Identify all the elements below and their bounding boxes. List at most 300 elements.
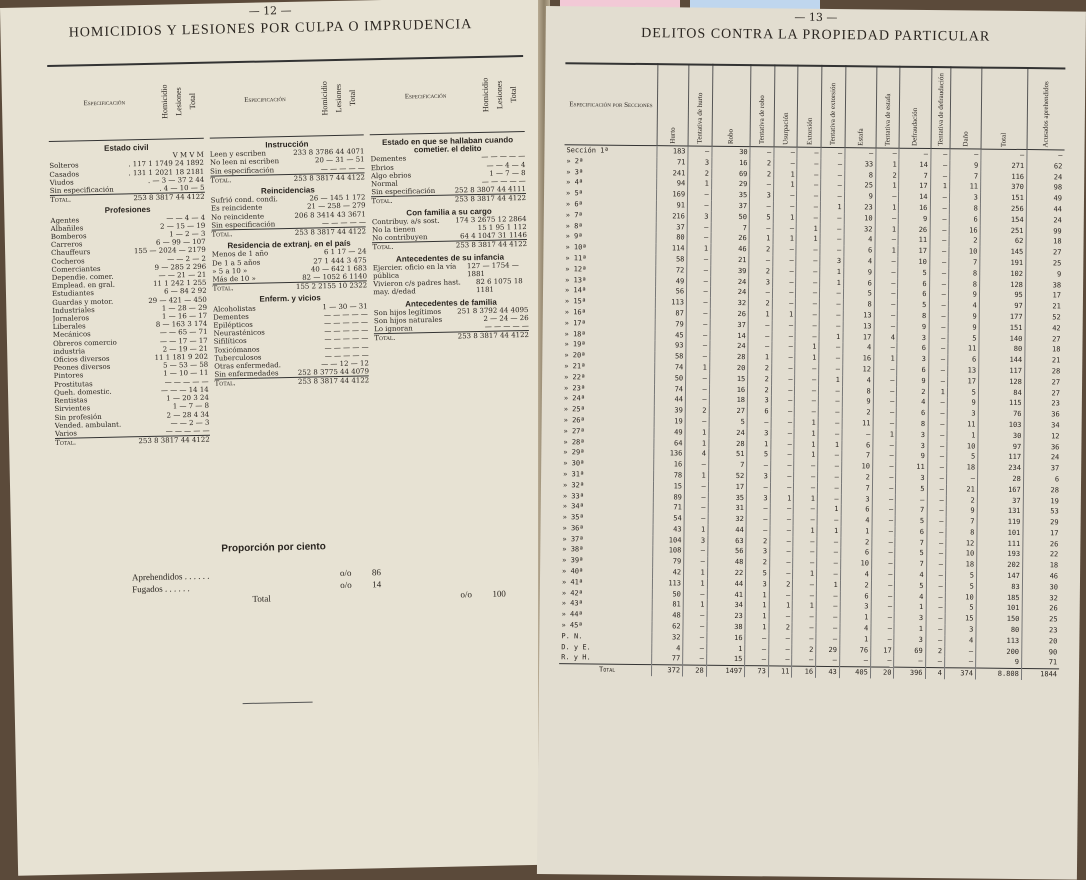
row-label: Sin especificación bbox=[371, 187, 436, 197]
cell: — bbox=[685, 395, 709, 406]
cell: 101 bbox=[976, 603, 1022, 614]
cell: — bbox=[894, 656, 925, 668]
cell: — bbox=[770, 471, 794, 482]
cell: — bbox=[819, 353, 843, 364]
column-header: Tentativa de defraudación bbox=[931, 67, 951, 149]
cell: 95 bbox=[979, 290, 1025, 301]
cell: 10 bbox=[947, 441, 978, 452]
cell: 31 bbox=[708, 503, 747, 514]
row-values: — — 4 — 4 bbox=[166, 213, 206, 223]
row-label: » 40ª bbox=[562, 567, 584, 576]
cell: — bbox=[820, 234, 844, 245]
cell: 1 bbox=[794, 493, 818, 504]
row-label: » 10ª bbox=[565, 243, 587, 252]
cell: 5 bbox=[843, 288, 874, 299]
cell: 6 bbox=[898, 289, 929, 300]
cell: 7 bbox=[949, 257, 980, 268]
cell: 12 bbox=[842, 364, 873, 375]
cell: — bbox=[749, 255, 773, 266]
cell: 2 bbox=[746, 557, 770, 568]
cell: 14 bbox=[899, 160, 930, 171]
cell: 11 bbox=[842, 418, 873, 429]
cell: — bbox=[797, 202, 821, 213]
cell: 2 bbox=[750, 158, 774, 169]
cell: — bbox=[816, 623, 840, 634]
row-label: Leen y escriben bbox=[209, 149, 267, 159]
cell: 4 bbox=[844, 235, 875, 246]
cell: 3 bbox=[746, 579, 770, 590]
cell: 2 bbox=[840, 580, 871, 591]
cell: 18 bbox=[1025, 344, 1063, 355]
cell: — bbox=[872, 494, 896, 505]
row-label: Sufrió cond. condi. bbox=[210, 195, 278, 205]
total-label: Total bbox=[559, 664, 652, 676]
cell: 2 bbox=[841, 472, 872, 483]
row-label: Bomberos bbox=[50, 232, 87, 242]
cell: — bbox=[821, 180, 845, 191]
row-values: 155 — 2024 — 2179 bbox=[133, 246, 206, 256]
total-label: Total. bbox=[372, 243, 394, 252]
cell: 5 bbox=[945, 570, 976, 581]
row-label: Neurasténicos bbox=[213, 328, 265, 338]
cell: — bbox=[686, 352, 710, 363]
cell: 9 bbox=[898, 321, 929, 332]
cell: 46 bbox=[1022, 571, 1060, 582]
row-label: Emplead. en gral. bbox=[51, 280, 115, 291]
cell: — bbox=[686, 308, 710, 319]
row-label: Ejercier. oficio en la vía pública bbox=[372, 262, 457, 281]
row-label: Vended. ambulant. bbox=[54, 420, 122, 430]
row-label: Menos de 1 año bbox=[211, 249, 269, 260]
cell: — bbox=[930, 235, 949, 246]
cell: — bbox=[795, 374, 819, 385]
row-label: » 13ª bbox=[565, 275, 587, 284]
cell: 45 bbox=[655, 330, 686, 341]
row-values: 9 — 285 2 296 bbox=[154, 262, 207, 272]
cell: — bbox=[745, 655, 769, 667]
cell: 69 bbox=[711, 168, 750, 179]
row-label: Queh. domestic. bbox=[53, 387, 112, 397]
cell: 10 bbox=[898, 257, 929, 268]
cell: — bbox=[821, 147, 845, 159]
cell: — bbox=[930, 192, 949, 203]
cell: — bbox=[683, 622, 707, 633]
cell: 24 bbox=[1026, 215, 1064, 226]
cell: 25 bbox=[844, 181, 875, 192]
cell: 10 bbox=[841, 461, 872, 472]
cell: — bbox=[769, 644, 793, 655]
cell: — bbox=[928, 397, 947, 408]
cell: 7 bbox=[708, 460, 747, 471]
cell: 5 bbox=[746, 568, 770, 579]
cell: 1 bbox=[684, 568, 708, 579]
row-values: 174 3 2675 12 2864 bbox=[455, 214, 527, 225]
cell: 6 bbox=[897, 365, 928, 376]
cell: 1 bbox=[894, 624, 925, 635]
row-label: No contribuyen bbox=[372, 233, 428, 243]
cell: 1 bbox=[795, 353, 819, 364]
cell: 1 bbox=[840, 612, 871, 623]
cell: — bbox=[872, 462, 896, 473]
cell: 26 bbox=[711, 233, 750, 244]
cell: — bbox=[899, 148, 930, 160]
cell: 62 bbox=[980, 236, 1026, 247]
cell: 3 bbox=[747, 395, 771, 406]
cell: — bbox=[771, 450, 795, 461]
cell: 23 bbox=[1022, 625, 1060, 636]
cell: — bbox=[928, 354, 947, 365]
row-values: 6 1 17 — 24 bbox=[323, 247, 367, 257]
cell: — bbox=[684, 481, 708, 492]
cell: — bbox=[819, 310, 843, 321]
cell: 42 bbox=[1025, 323, 1063, 334]
cell: 9 bbox=[948, 311, 979, 322]
cell: 2 bbox=[792, 644, 816, 655]
cell: 8 bbox=[948, 279, 979, 290]
cell: 79 bbox=[655, 319, 686, 330]
cell: 1 bbox=[930, 181, 949, 192]
cell: — bbox=[793, 536, 817, 547]
cell: — bbox=[688, 190, 712, 201]
page-title: HOMICIDIOS Y LESIONES POR CULPA O IMPRUDENCIA bbox=[68, 17, 473, 41]
column-header: Especificación por Secciones bbox=[569, 100, 653, 110]
cell: 1 bbox=[820, 267, 844, 278]
cell: 71 bbox=[653, 502, 684, 513]
cell: 4 bbox=[843, 342, 874, 353]
row-label: Sin profesión bbox=[54, 412, 102, 422]
cell: 200 bbox=[976, 646, 1022, 657]
cell: 119 bbox=[977, 517, 1023, 528]
cell: 97 bbox=[978, 441, 1024, 452]
cell: 1 bbox=[819, 375, 843, 386]
cell: 4 bbox=[895, 570, 926, 581]
cell: 21 bbox=[710, 255, 749, 266]
cell: 1 bbox=[685, 438, 709, 449]
cell: 34 bbox=[707, 600, 746, 611]
row-values: — — — — — bbox=[481, 152, 526, 162]
column-header: Extorsión bbox=[797, 66, 821, 148]
cell: 7 bbox=[896, 505, 927, 516]
cell: 37 bbox=[711, 201, 750, 212]
cell: — bbox=[946, 473, 977, 484]
row-label: Pintores bbox=[53, 371, 84, 381]
cell: — bbox=[926, 538, 945, 549]
total-values: 253 8 3817 44 4122 bbox=[457, 331, 530, 341]
cell: 2 bbox=[842, 407, 873, 418]
cell: 2 bbox=[875, 170, 899, 181]
cell: 10 bbox=[840, 558, 871, 569]
cell: 1 bbox=[816, 580, 840, 591]
row-label: » 31ª bbox=[563, 470, 585, 479]
cell: — bbox=[748, 331, 772, 342]
cell: — bbox=[929, 246, 948, 257]
cell: 145 bbox=[980, 247, 1026, 258]
cell: 58 bbox=[656, 254, 687, 265]
cell: — bbox=[926, 581, 945, 592]
cell: 4 bbox=[840, 623, 871, 634]
section-title: Estado en que se hallaban cuando cometier. el delito bbox=[381, 135, 514, 155]
cell: 4 bbox=[948, 300, 979, 311]
total-cell: 73 bbox=[745, 666, 769, 678]
cell: 3 bbox=[750, 190, 774, 201]
cell: 10 bbox=[946, 549, 977, 560]
cell: 38 bbox=[707, 622, 746, 633]
cell: 8 bbox=[949, 268, 980, 279]
cell: — bbox=[687, 276, 711, 287]
cell: 93 bbox=[655, 341, 686, 352]
cell: — bbox=[875, 192, 899, 203]
row-label: » 2ª bbox=[566, 157, 584, 166]
cell: 38 bbox=[1025, 280, 1063, 291]
cell: 28 bbox=[977, 473, 1023, 484]
cell: 16 bbox=[707, 633, 746, 644]
row-label: » 42ª bbox=[561, 588, 583, 598]
cell: 9 bbox=[897, 375, 928, 386]
divider-rule bbox=[243, 702, 313, 704]
row-label: Viudos bbox=[49, 178, 74, 187]
cell: — bbox=[928, 333, 947, 344]
cell: 6 bbox=[897, 408, 928, 419]
cell: — bbox=[792, 623, 816, 634]
cell: 35 bbox=[711, 190, 750, 201]
cell: — bbox=[819, 385, 843, 396]
cell: 27 bbox=[1024, 377, 1062, 388]
row-label: » 8ª bbox=[565, 221, 583, 230]
header-homicidio: Homicidio bbox=[480, 77, 491, 113]
cell: 1 bbox=[747, 439, 771, 450]
row-values: — — — — — bbox=[165, 426, 210, 436]
row-values: — — — — — bbox=[481, 177, 526, 186]
cell: 18 bbox=[1022, 560, 1060, 571]
cell: — bbox=[687, 287, 711, 298]
cell: 3 bbox=[896, 473, 927, 484]
proportion-block bbox=[131, 538, 506, 609]
row-label: Chauffeurs bbox=[51, 248, 91, 258]
cell: 1 bbox=[748, 352, 772, 363]
row-label: Otras enfermedad. bbox=[214, 361, 282, 371]
cell: — bbox=[927, 495, 946, 506]
cell: — bbox=[770, 547, 794, 558]
header-lesiones: Lesiones bbox=[334, 83, 344, 113]
cell: 7 bbox=[841, 483, 872, 494]
cell: 3 bbox=[949, 192, 980, 203]
row-values: 82 6 1075 18 1181 bbox=[475, 277, 523, 295]
cell: — bbox=[793, 612, 817, 623]
cell: — bbox=[821, 159, 845, 170]
row-label: Obreros comercio bbox=[52, 338, 117, 348]
cell: — bbox=[871, 602, 895, 613]
row-label: » 41ª bbox=[561, 578, 584, 587]
cell: — bbox=[797, 147, 821, 159]
cell: 183 bbox=[657, 146, 688, 158]
cell: — bbox=[685, 460, 709, 471]
cell: 1 bbox=[795, 418, 819, 429]
cell: 5 bbox=[896, 483, 927, 494]
cell: — bbox=[685, 384, 709, 395]
row-label: » 11ª bbox=[565, 254, 587, 263]
cell: — bbox=[774, 147, 798, 159]
cell: — bbox=[817, 493, 841, 504]
cell: — bbox=[684, 492, 708, 503]
cell: 97 bbox=[979, 301, 1025, 312]
cell: — bbox=[930, 214, 949, 225]
cell: 4 bbox=[842, 375, 873, 386]
header-total: Total bbox=[348, 89, 358, 106]
cell: 44 bbox=[708, 525, 747, 536]
cell: 9 bbox=[844, 191, 875, 202]
cell: 5 bbox=[898, 267, 929, 278]
cell: 26 bbox=[899, 224, 930, 235]
cell: 1 bbox=[819, 331, 843, 342]
cell: — bbox=[818, 429, 842, 440]
row-values: . — 3 — 37 2 44 bbox=[147, 175, 205, 185]
right-page bbox=[537, 6, 1086, 880]
cell: 7 bbox=[946, 516, 977, 527]
cell: 8 bbox=[898, 311, 929, 322]
cell: — bbox=[944, 657, 975, 669]
cell: 41 bbox=[707, 589, 746, 600]
total-label: Total. bbox=[211, 230, 233, 239]
cell: 1 bbox=[683, 600, 707, 611]
row-label: Toxicómanos bbox=[213, 345, 260, 355]
cell: 36 bbox=[1024, 409, 1062, 420]
cell: — bbox=[772, 277, 796, 288]
cell: 13 bbox=[843, 310, 874, 321]
cell: — bbox=[772, 353, 796, 364]
cell: 1 bbox=[745, 601, 769, 612]
row-values: — — — — — bbox=[321, 218, 366, 228]
row-label: » 26ª bbox=[563, 416, 585, 425]
cell: 17 bbox=[1023, 528, 1061, 539]
cell: — bbox=[871, 591, 895, 602]
row-label: Dependie. comer. bbox=[51, 272, 114, 283]
cell: — bbox=[794, 482, 818, 493]
cell: — bbox=[819, 364, 843, 375]
cell: — bbox=[873, 408, 897, 419]
left-table bbox=[47, 55, 531, 447]
row-label: Tuberculosos bbox=[213, 353, 262, 363]
cell: — bbox=[818, 407, 842, 418]
cell: — bbox=[927, 462, 946, 473]
row-label: Jornaleros bbox=[52, 314, 90, 324]
total-values: 253 8 3817 44 4122 bbox=[133, 192, 205, 203]
row-label: » 32ª bbox=[562, 480, 585, 490]
cell: 37 bbox=[1023, 463, 1061, 474]
row-label: » 18ª bbox=[564, 329, 586, 338]
cell: 23 bbox=[1024, 398, 1062, 409]
cell: 3 bbox=[749, 277, 773, 288]
cell: 150 bbox=[976, 614, 1022, 625]
cell: 1 bbox=[841, 526, 872, 537]
cell: 1 bbox=[817, 526, 841, 537]
cell: 21 bbox=[1025, 355, 1063, 366]
cell: — bbox=[772, 299, 796, 310]
sex-subheader: V M V M bbox=[172, 150, 204, 160]
row-label: R. y H. bbox=[561, 653, 591, 662]
cell: — bbox=[796, 245, 820, 256]
cell: — bbox=[873, 364, 897, 375]
cell: 24 bbox=[710, 276, 749, 287]
cell: — bbox=[874, 289, 898, 300]
cell: — bbox=[747, 460, 771, 471]
cell: — bbox=[873, 375, 897, 386]
cell: 113 bbox=[976, 635, 1022, 646]
total-cell: 1844 bbox=[1021, 669, 1059, 681]
cell: — bbox=[797, 180, 821, 191]
cell: 104 bbox=[653, 535, 684, 546]
cell: 1 bbox=[684, 524, 708, 535]
total-label: Total. bbox=[49, 195, 72, 205]
column-block bbox=[208, 60, 371, 443]
cell: 7 bbox=[895, 559, 926, 570]
column-header: Defraudación bbox=[899, 67, 931, 149]
cell: — bbox=[772, 342, 796, 353]
cell: — bbox=[872, 505, 896, 516]
cell: — bbox=[686, 330, 710, 341]
cell: — bbox=[926, 570, 945, 581]
cell: — bbox=[818, 483, 842, 494]
cell: 2 bbox=[748, 363, 772, 374]
row-label: Dementes bbox=[213, 312, 249, 322]
cell: 63 bbox=[708, 535, 747, 546]
cell: 4 bbox=[841, 515, 872, 526]
cell: — bbox=[930, 149, 949, 160]
cell: 24 bbox=[1026, 172, 1064, 183]
cell: 21 bbox=[946, 484, 977, 495]
total-cell: 8.808 bbox=[975, 668, 1021, 680]
cell: 43 bbox=[653, 524, 684, 535]
cell: 3 bbox=[897, 354, 928, 365]
row-label: » 37ª bbox=[562, 534, 584, 544]
column-header: Robo bbox=[712, 65, 751, 147]
cell: 9 bbox=[950, 160, 981, 171]
cell: 81 bbox=[652, 600, 683, 611]
cell: 2 bbox=[749, 244, 773, 255]
cell: — bbox=[747, 417, 771, 428]
cell: 32 bbox=[1022, 593, 1060, 604]
cell: 16 bbox=[712, 158, 751, 169]
cell: 84 bbox=[978, 387, 1024, 398]
cell: 113 bbox=[652, 578, 683, 589]
cell: — bbox=[745, 633, 769, 644]
row-label: Son hijos naturales bbox=[373, 315, 443, 326]
cell: 14 bbox=[710, 330, 749, 341]
row-values: — — 2 — 3 bbox=[170, 418, 210, 428]
cell: — bbox=[925, 624, 944, 635]
row-label: » 39ª bbox=[562, 556, 584, 565]
cell: 117 bbox=[979, 365, 1025, 376]
row-values: 20 — 31 — 51 bbox=[314, 155, 365, 165]
cell: 1 bbox=[773, 180, 797, 191]
cell: 1 bbox=[745, 611, 769, 622]
cell: 46 bbox=[711, 244, 750, 255]
cell: — bbox=[928, 408, 947, 419]
cell: 2 bbox=[748, 374, 772, 385]
cell: 3 bbox=[945, 624, 976, 635]
cell: — bbox=[683, 643, 707, 654]
cell: 202 bbox=[977, 560, 1023, 571]
cell: — bbox=[819, 342, 843, 353]
cell: — bbox=[926, 548, 945, 559]
cell: 2 bbox=[897, 386, 928, 397]
total-label: Total. bbox=[214, 379, 236, 389]
cell: 51 bbox=[708, 449, 747, 460]
cell: 80 bbox=[656, 233, 687, 244]
row-values: — — — — — bbox=[324, 351, 369, 361]
cell: — bbox=[873, 418, 897, 429]
cell: 1 bbox=[686, 362, 710, 373]
row-values: 5 — 53 — 58 bbox=[162, 361, 209, 370]
